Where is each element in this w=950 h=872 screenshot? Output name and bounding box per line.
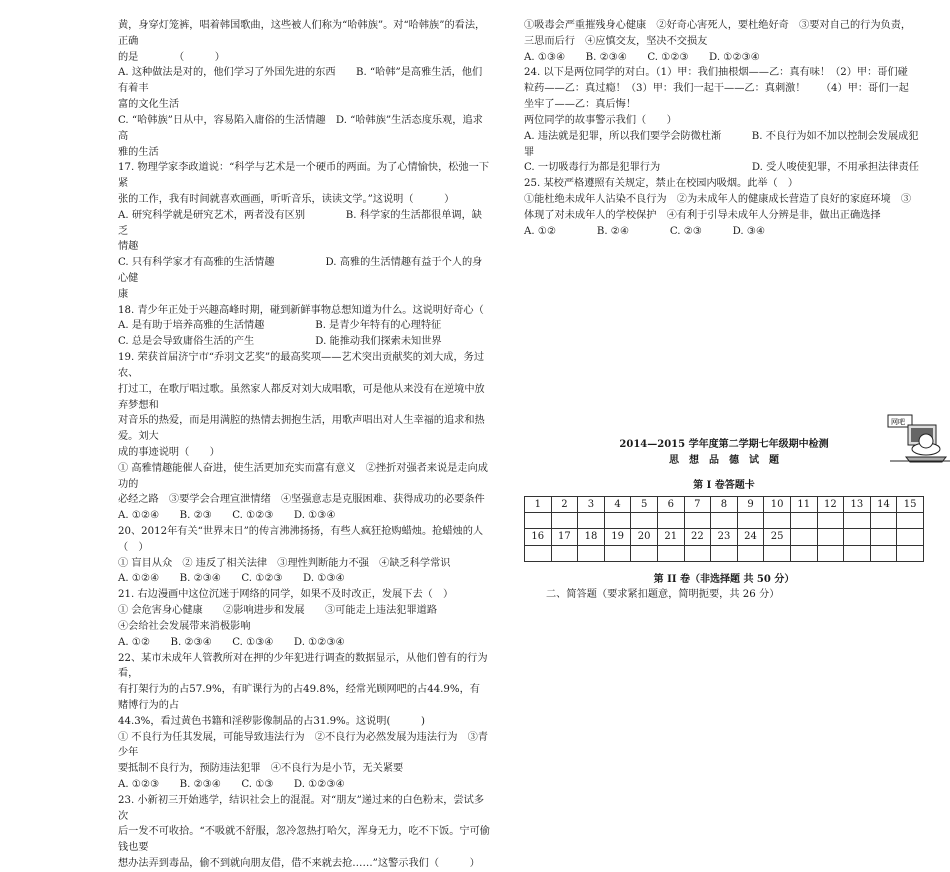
answer-cell[interactable] (897, 545, 924, 561)
question-number-cell: 24 (737, 529, 764, 546)
left-line: 23. 小新初三开始逃学，结识社会上的混混。对“朋友”递过来的白色粉末，尝试多次 (118, 794, 485, 822)
right-line: A. ①③④ B. ②③④ C. ①②③ D. ①②③④ (524, 51, 760, 63)
left-line: 张的工作，我有时间就喜欢画画，听听音乐，读读文学。”这说明（ ） (118, 193, 455, 205)
answer-cell[interactable] (551, 545, 578, 561)
left-line: A. ①②③ B. ②③④ C. ①③ D. ①②③④ (118, 779, 345, 790)
exam-title: 2014—2015 学年度第二学期七年级期中检测 (619, 439, 829, 451)
left-line: 19. 荣获首届济宁市“乔羽文艺奖”的最高奖项——艺术突出贡献奖的刘大成，务过农、 (118, 352, 485, 379)
left-line: 想办法弄到毒品，偷不到就向朋友借，借不来就去抢……”这警示我们（ ） (118, 858, 480, 870)
left-line: ① 会危害身心健康 ②影响进步和发展 ③可能走上违法犯罪道路 (118, 605, 438, 617)
answer-card-row-2 (525, 529, 924, 546)
right-line: C. 一切吸毒行为都是犯罪行为 D. 受人唆使犯罪，不用承担法律责任 (524, 162, 919, 174)
left-line: 要抵制不良行为，预防违法犯罪 ④不良行为是小节，无关紧要 (118, 763, 404, 775)
question-number-cell: 25 (764, 529, 791, 546)
answer-cell[interactable] (764, 513, 791, 529)
left-line: ① 高雅情趣能催人奋进，使生活更加充实而富有意义 ②挫折对强者来说是走向成功的 (118, 462, 488, 490)
question-number-cell: 13 (844, 496, 871, 513)
answer-cell[interactable] (737, 513, 764, 529)
answer-cell[interactable] (604, 545, 631, 561)
answer-cell[interactable] (578, 545, 605, 561)
question-number-cell: 23 (711, 529, 738, 546)
answer-cell[interactable] (684, 545, 711, 561)
answer-cell[interactable] (790, 513, 817, 529)
left-line: A. 这种做法是对的，他们学习了外国先进的东西 B. “哈韩”是高雅生活，他们有着丰 (118, 67, 483, 95)
question-number-cell (790, 529, 817, 546)
left-line: 22、某市未成年人管教所对在押的少年犯进行调查的数据显示，从他们曾有的行为看， (118, 652, 488, 680)
cartoon-sign-text: 网吧 (891, 418, 905, 426)
part2-title: 第 II 卷（非选择题 共 50 分） (653, 573, 795, 585)
right-questions (524, 18, 924, 239)
question-number-cell: 14 (870, 496, 897, 513)
answer-cell[interactable] (897, 513, 924, 529)
question-number-cell: 20 (631, 529, 658, 546)
left-column (118, 18, 490, 872)
answer-cell[interactable] (711, 513, 738, 529)
answer-cell[interactable] (844, 545, 871, 561)
left-line: 打过工，在歌厅唱过歌。虽然家人都反对刘大成唱歌，可是他从来没有在逆境中放弃梦想和 (118, 383, 485, 411)
right-line: 三思而后行 ④应慎交友，坚决不交损友 (524, 35, 708, 47)
left-line: 20、2012年有关“世界末日”的传言沸沸扬扬，有些人疯狂抢购蜡烛。抢蜡烛的人（ ） (118, 526, 484, 553)
question-number-cell: 6 (657, 496, 684, 513)
left-line: 雅的生活 (118, 146, 159, 158)
left-line: 黄，身穿灯笼裤，唱着韩国歌曲，这些被人们称为“哈韩族”。对“哈韩族”的看法，正确 (118, 20, 486, 47)
answer-cell[interactable] (711, 545, 738, 561)
left-line: C. 只有科学家才有高雅的生活情趣 D. 高雅的生活情趣有益于个人的身心健 (118, 257, 483, 284)
left-line: 17. 物理学家李政道说：“科学与艺术是一个硬币的两面。为了心情愉快，松弛一下紧 (118, 162, 490, 190)
left-line: 情趣 (118, 241, 139, 253)
exam-subject: 思 想 品 德 试 题 (669, 454, 779, 466)
right-line: 24. 以下是两位同学的对白。（1）甲：我们抽根烟——乙：真有味！（2）甲：哥们碰 (524, 67, 908, 79)
answer-cell[interactable] (817, 545, 844, 561)
right-line: 25. 某校严格遵照有关规定，禁止在校园内吸烟。此举（ ） (524, 178, 799, 190)
answer-cell[interactable] (631, 545, 658, 561)
answer-cell[interactable] (684, 513, 711, 529)
answer-cell[interactable] (525, 513, 552, 529)
left-line: ④会给社会发展带来消极影响 (118, 620, 251, 632)
left-line: ① 盲目从众 ② 违反了相关法律 ③理性判断能力不强 ④缺乏科学常识 (118, 557, 451, 569)
answer-cell[interactable] (657, 513, 684, 529)
question-number-cell: 17 (551, 529, 578, 546)
question-number-cell: 22 (684, 529, 711, 546)
left-line: 富的文化生活 (118, 99, 180, 111)
question-number-cell (844, 529, 871, 546)
question-number-cell: 18 (578, 529, 605, 546)
question-number-cell: 3 (578, 496, 605, 513)
left-line: 康 (118, 288, 129, 300)
left-line: 后一发不可收拾。“不吸就不舒服，忽冷忽热打哈欠，浑身无力，吃不下饭。宁可偷钱也要 (118, 826, 490, 854)
left-line: 21. 右边漫画中这位沉迷于网络的同学，如果不及时改正，发展下去（ ） (118, 589, 454, 601)
right-line: 粒药——乙：真过瘾！（3）甲：我们一起干——乙：真刺激！ （4）甲：哥们一起 (524, 83, 909, 95)
left-line: 必经之路 ③要学会合理宣泄情绪 ④坚强意志是克服困难、获得成功的必要条件 (118, 494, 485, 506)
left-line: A. ①②④ B. ②③ C. ①②③ D. ①③④ (118, 510, 336, 522)
left-line: C. “哈韩族”日从中，容易陷入庸俗的生活情趣 D. “哈韩族”生活态度乐观，追求高 (118, 114, 483, 142)
left-line: 的是 （ ） (118, 51, 225, 63)
question-number-cell: 21 (657, 529, 684, 546)
question-number-cell: 11 (790, 496, 817, 513)
right-column (524, 18, 924, 603)
question-number-cell: 1 (525, 496, 552, 513)
answer-cell[interactable] (578, 513, 605, 529)
left-line: 对音乐的热爱，而是用满腔的热情去拥抱生活，用歌声唱出对人生幸福的追求和热爱。刘大 (118, 415, 485, 443)
answer-card-title: 第 I 卷答题卡 (693, 480, 755, 492)
left-line: 18. 青少年正处于兴趣高峰时期，碰到新鲜事物总想知道为什么。这说明好奇心（ (118, 304, 484, 316)
question-number-cell: 12 (817, 496, 844, 513)
answer-cell[interactable] (631, 513, 658, 529)
answer-cell[interactable] (551, 513, 578, 529)
question-number-cell: 5 (631, 496, 658, 513)
answer-cell[interactable] (870, 545, 897, 561)
question-number-cell (897, 529, 924, 546)
answer-cell[interactable] (844, 513, 871, 529)
right-line: 体现了对未成年人的学校保护 ④有利于引导未成年人分辨是非，做出正确选择 (524, 209, 881, 221)
answer-card-row-2-blank (525, 545, 924, 561)
question-number-cell: 7 (684, 496, 711, 513)
right-line: ①能杜绝未成年人沾染不良行为 ②为未成年人的健康成长营造了良好的家庭环境 ③ (524, 193, 912, 205)
answer-cell[interactable] (604, 513, 631, 529)
left-line: 44.3%，看过黄色书籍和淫秽影像制品的占31.9%。这说明( ) (118, 715, 425, 727)
right-line: 两位同学的故事警示我们（ ） (524, 114, 677, 126)
question-number-cell: 16 (525, 529, 552, 546)
left-line: A. 是有助于培养高雅的生活情趣 B. 是青少年特有的心理特征 (118, 320, 442, 332)
answer-cell[interactable] (737, 545, 764, 561)
answer-cell[interactable] (764, 545, 791, 561)
left-line: 有打架行为的占57.9%，有旷课行为的占49.8%，经常光顾网吧的占44.9%，有赌博行为的占 (118, 684, 480, 711)
question-number-cell (870, 529, 897, 546)
question-number-cell: 9 (737, 496, 764, 513)
part2-subtitle: 二、简答题（要求紧扣题意，简明扼要，共 26 分） (546, 589, 780, 601)
question-number-cell: 10 (764, 496, 791, 513)
left-line: C. 总是会导致庸俗生活的产生 D. 能推动我们探索未知世界 (118, 336, 442, 348)
question-number-cell: 8 (711, 496, 738, 513)
answer-cell[interactable] (790, 545, 817, 561)
right-line: A. 违法就是犯罪，所以我们要学会防微杜渐 B. 不良行为如不加以控制会发展成犯罪 (524, 130, 919, 158)
question-number-cell: 4 (604, 496, 631, 513)
right-line: 坐牢了——乙：真后悔！ (524, 99, 637, 111)
question-number-cell: 2 (551, 496, 578, 513)
answer-cell[interactable] (657, 545, 684, 561)
right-line: ①吸毒会严重摧残身心健康 ②好奇心害死人，要杜绝好奇 ③要对自己的行为负责， (524, 20, 912, 31)
answer-cell[interactable] (870, 513, 897, 529)
answer-card-row-1-blank (525, 513, 924, 529)
question-number-cell (817, 529, 844, 546)
answer-card-table (524, 496, 924, 562)
question-number-cell: 19 (604, 529, 631, 546)
question-number-cell: 15 (897, 496, 924, 513)
answer-cell[interactable] (525, 545, 552, 561)
right-line: A. ①② B. ②④ C. ②③ D. ③④ (524, 225, 766, 237)
answer-cell[interactable] (817, 513, 844, 529)
left-line: 成的事迹说明（ ） (118, 446, 220, 458)
left-line: A. ①② B. ②③④ C. ①③④ D. ①②③④ (118, 636, 345, 648)
left-line: A. ①②④ B. ②③④ C. ①②③ D. ①③④ (118, 573, 345, 585)
answer-card-row-1 (525, 496, 924, 513)
left-line: ① 不良行为任其发展，可能导致违法行为 ②不良行为必然发展为违法行为 ③青少年 (118, 731, 488, 759)
left-line: A. 研究科学就是研究艺术，两者没有区别 B. 科学家的生活都很单调，缺乏 (118, 209, 482, 237)
